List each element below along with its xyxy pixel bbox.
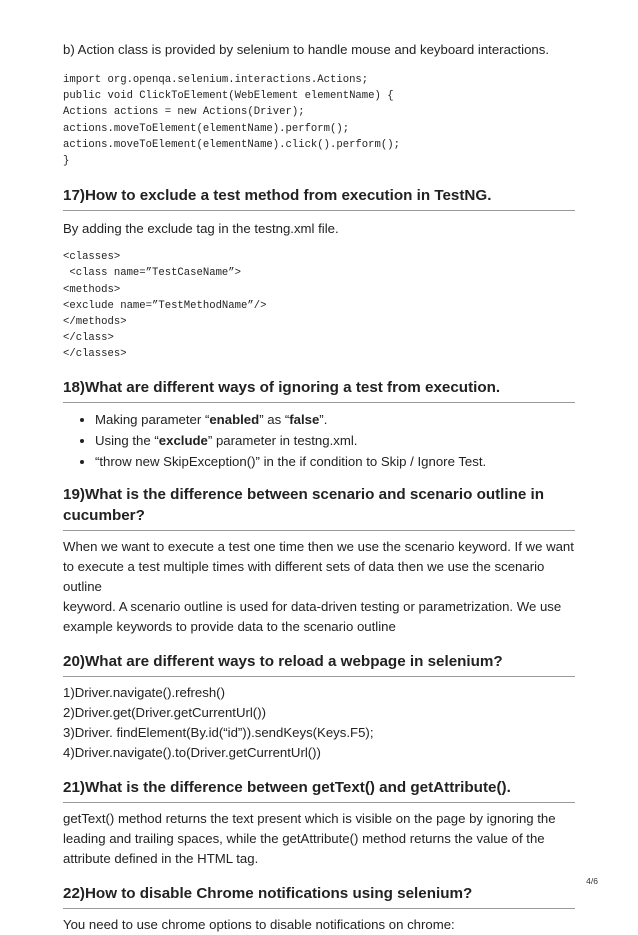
q18-bullet-list — [63, 409, 575, 472]
heading-q17: 17)How to exclude a test method from execution in TestNG. — [63, 187, 492, 205]
document-page — [63, 40, 575, 935]
heading-q19: 19)What is the difference between scenario and scenario outline in cucumber? — [63, 485, 545, 524]
heading-q21: 21)What is the difference between getText() and getAttribute(). — [63, 778, 511, 796]
q17-text: By adding the exclude tag in the testng.xml file. — [63, 221, 339, 237]
code-line: </class> — [63, 332, 114, 345]
list-item: 3)Driver. findElement(By.id(“id”)).sendKeys(Keys.F5); — [63, 724, 374, 740]
code-line: <classes> — [63, 251, 121, 264]
page-number: 4/6 — [586, 876, 598, 886]
code-line: </methods> — [63, 316, 127, 329]
code-block-testng-xml — [63, 249, 575, 362]
list-item: 4)Driver.navigate().to(Driver.getCurrentUrl()) — [63, 744, 321, 760]
code-line: } — [63, 155, 70, 168]
q22-text: You need to use chrome options to disable notifications on chrome: — [63, 916, 455, 932]
q20-lines — [63, 683, 575, 763]
code-block-actions — [63, 72, 575, 169]
q21-text: getText() method returns the text present which is visible on the page by ignoring the leading and trailing spaces, while the getAttribute() method returns the value of the attribute defined in the HTML tag. — [63, 810, 556, 866]
list-item: • Making parameter “enabled” as “false”. — [95, 409, 575, 430]
intro-text: b) Action class is provided by selenium to handle mouse and keyboard interactions. — [63, 42, 550, 57]
code-line: <methods> — [63, 283, 121, 296]
list-item: • “throw new SkipException()” in the if condition to Skip / Ignore Test. — [95, 451, 575, 472]
code-line: <class name=”TestCaseName”> — [63, 267, 242, 280]
code-line: import org.openqa.selenium.interactions.Actions; — [63, 74, 369, 86]
code-line: Actions actions = new Actions(Driver); — [63, 106, 305, 119]
code-line: actions.moveToElement(elementName).click().perform(); — [63, 138, 400, 151]
code-line: <exclude name=”TestMethodName”/> — [63, 299, 267, 312]
code-line: actions.moveToElement(elementName).perform(); — [63, 122, 350, 135]
q19-text: When we want to execute a test one time then we use the scenario keyword. If we want to execute a test multiple times with different sets of data then we use the scenario outline keyword. A scenario outline is used for data-driven testing or parametrization. We use example keywords to provide data to the scenario outline — [63, 538, 574, 634]
code-line: public void ClickToElement(WebElement elementName) { — [63, 90, 394, 103]
list-item: 1)Driver.navigate().refresh() — [63, 684, 225, 700]
list-item: • Using the “exclude” parameter in testng.xml. — [95, 430, 575, 451]
heading-q22: 22)How to disable Chrome notifications using selenium? — [63, 884, 473, 902]
heading-q18: 18)What are different ways of ignoring a test from execution. — [63, 378, 501, 396]
code-line: </classes> — [63, 348, 127, 361]
list-item: 2)Driver.get(Driver.getCurrentUrl()) — [63, 704, 266, 720]
heading-q20: 20)What are different ways to reload a webpage in selenium? — [63, 652, 503, 670]
